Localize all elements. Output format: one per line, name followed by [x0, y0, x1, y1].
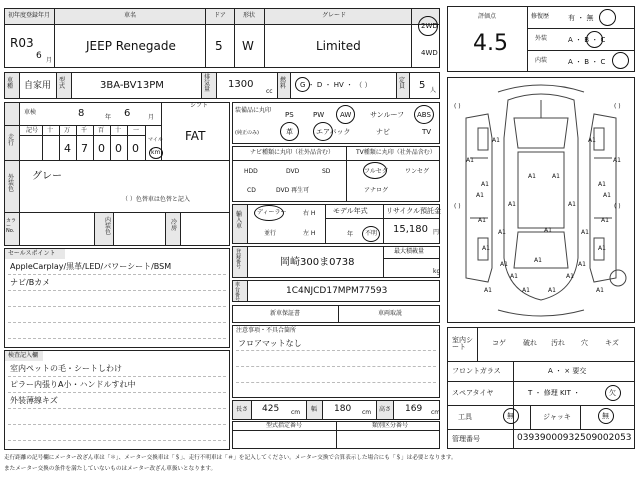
- capacity: 5: [419, 80, 426, 91]
- doors: 5: [215, 39, 223, 53]
- repair-value: 有 ・ 無: [568, 14, 594, 22]
- category: 自家用: [24, 81, 52, 91]
- damage-mark: A1: [481, 181, 489, 188]
- damage-mark: A1: [568, 201, 576, 208]
- footer-line-2: またメーター交換の条件を満たしていないものはメーター改ざん車扱いとなります。: [4, 466, 217, 472]
- damage-mark: A1: [578, 261, 586, 268]
- model-year-unknown: 不明: [365, 230, 378, 237]
- import-right-handle: 右 H: [303, 210, 316, 217]
- shift-label: シフト: [190, 102, 209, 109]
- inspection-year: 8: [78, 108, 85, 119]
- shift: FAT: [185, 129, 206, 143]
- damage-mark: A1: [466, 157, 474, 164]
- inspector-line-2: ピラー内張りA小・ハンドルすれ中: [10, 380, 136, 389]
- length-unit: cm: [291, 409, 301, 416]
- first-reg-year: R03: [10, 36, 34, 50]
- mileage-digit-6: 0: [132, 142, 139, 155]
- score: 4.5: [473, 31, 508, 56]
- first-reg-label: 初年度登録年月: [8, 12, 51, 19]
- navi-sd: SD: [322, 168, 331, 175]
- warranty-manual: 車両取説: [378, 310, 403, 317]
- equip-aw: AW: [340, 111, 352, 119]
- seat-item-2: 破れ: [523, 339, 537, 347]
- mileage-digit-4: 0: [98, 142, 105, 155]
- inspector-label: 検査記入欄: [8, 352, 39, 359]
- grade: Limited: [316, 39, 361, 53]
- damage-mark: A1: [484, 287, 492, 294]
- exterior-color: グレー: [32, 171, 62, 182]
- jack-label: ジャッキ: [543, 413, 571, 421]
- mileage-header-2: 万: [64, 127, 71, 134]
- exterior-grade: A ・ B ・ C: [568, 36, 606, 44]
- car-name-label: 車名: [124, 12, 137, 19]
- front-glass-value: A ・ × 要交: [548, 367, 587, 375]
- car-name: JEEP Renegade: [86, 39, 176, 53]
- side-mark-left-mid: ( ): [454, 203, 461, 210]
- mileage-unit-km: km: [151, 149, 161, 156]
- navi-cd: CD: [247, 187, 256, 194]
- mileage-digit-2: 4: [64, 142, 71, 155]
- mileage-header-4: 百: [98, 127, 105, 134]
- mileage-digit-5: 0: [115, 142, 122, 155]
- drive-bottom: 4WD: [421, 49, 438, 57]
- mileage-label: 走行: [8, 134, 15, 147]
- management-value: 03939000932509002053: [517, 433, 632, 443]
- height: 169: [405, 404, 423, 414]
- displacement: 1300: [228, 79, 254, 90]
- exterior-note: （ ）色替車は色替と記入: [122, 196, 190, 203]
- tv-fullseg: フルセグ: [364, 168, 388, 175]
- damage-mark: A1: [601, 217, 609, 224]
- equip-navi: ナビ: [376, 128, 390, 136]
- repair-label: 修復歴: [531, 13, 550, 20]
- navi-hdd: HDD: [244, 168, 258, 175]
- mileage-header-5: 十: [115, 127, 122, 134]
- selling-points-label: セールスポイント: [8, 250, 56, 257]
- interior-grade-label: 内装: [535, 57, 548, 64]
- damage-mark: A1: [492, 137, 500, 144]
- grade-label: グレード: [322, 12, 347, 19]
- selling-point-line-2: ナビ/Bカメ: [10, 278, 51, 287]
- model-label: 型式: [59, 77, 66, 90]
- tool-value: 無: [507, 412, 514, 420]
- exterior-label: 外装色: [8, 174, 15, 193]
- exterior-grade-label: 外装: [535, 35, 548, 42]
- recycle-label: リサイクル預託金: [386, 207, 442, 215]
- seat-label: 室内シート: [452, 336, 473, 351]
- fuel-options: G ・ D ・ HV ・ （ ）: [300, 81, 372, 89]
- cc: cc: [266, 88, 273, 95]
- car-outline-svg: [448, 78, 634, 322]
- equipment-label: 装備品に丸印: [235, 107, 272, 114]
- front-glass-label: フロントガラス: [452, 367, 501, 375]
- notes-label: 注意事項・不具合箇所: [236, 327, 297, 334]
- inspector-line-1: 室内ペットの毛・シートしわけ: [10, 364, 122, 373]
- capacity-label: 定員: [399, 77, 406, 90]
- equip-pw: PW: [313, 111, 325, 119]
- car-diagram: [447, 77, 635, 323]
- equipment-sub: (純正のみ): [235, 130, 259, 136]
- inspector-line-3: 外装薄線キズ: [10, 396, 58, 405]
- damage-mark: A1: [603, 192, 611, 199]
- model: 3BA-BV13PM: [100, 80, 164, 91]
- import-left-handle: 左 H: [303, 230, 316, 237]
- equip-abs: ABS: [417, 111, 431, 119]
- spare-label: スペアタイヤ: [452, 389, 494, 397]
- equip-airbag: エアバック: [316, 128, 351, 136]
- inspection-year-suffix: 年: [105, 114, 112, 121]
- length: 425: [262, 404, 280, 414]
- door-label: ドア: [214, 12, 226, 19]
- damage-mark: A1: [588, 137, 596, 144]
- first-reg-month-suffix: 月: [46, 57, 53, 64]
- navi-title: ナビ種類に丸印（社外品含む）: [250, 149, 335, 156]
- warranty-box: [232, 305, 440, 323]
- repair-none-circle: [599, 9, 616, 26]
- shape-label: 形状: [243, 12, 256, 19]
- load-unit: kg: [433, 268, 441, 275]
- damage-mark: A1: [613, 157, 621, 164]
- spare-missing: 欠: [609, 389, 616, 397]
- width-unit: cm: [362, 409, 372, 416]
- damage-mark: A1: [598, 181, 606, 188]
- equip-ps: PS: [285, 111, 294, 119]
- damage-mark: A1: [522, 287, 530, 294]
- tv-oneseg: ワンセグ: [405, 168, 430, 175]
- first-reg-month: 6: [36, 51, 42, 61]
- import-dealer: ディーラー: [257, 209, 287, 216]
- warranty-new-car: 新車保証書: [270, 310, 301, 317]
- damage-mark: A1: [500, 261, 508, 268]
- height-unit: cm: [431, 409, 441, 416]
- shape: W: [242, 39, 254, 53]
- footer-line-1: 走行距離の記号欄にメーター改ざん車は「＊」、メーター交換車は「＄」、走行不明車は「＃」を記入してください。メーター交換で合算表示した場合にも「＄」は必要となります。: [4, 455, 457, 461]
- management-label: 管理番号: [452, 435, 480, 443]
- mileage-digit-3: 7: [81, 142, 88, 155]
- import-label: 輸入車: [236, 211, 243, 230]
- displacement-label: 排気量: [204, 74, 211, 93]
- seat-item-4: 穴: [581, 339, 588, 347]
- score-label: 評価点: [478, 13, 497, 20]
- width-label: 幅: [311, 406, 318, 413]
- height-label: 高さ: [379, 406, 392, 413]
- damage-mark: A1: [544, 227, 552, 234]
- mileage-header-1: 十: [47, 127, 54, 134]
- mileage-header-0: 記号: [26, 127, 39, 134]
- inspection-label: 車検: [24, 109, 37, 116]
- damage-mark: A1: [548, 287, 556, 294]
- mileage-unit-mile: マイル: [148, 137, 163, 143]
- mileage-grid: [20, 126, 145, 160]
- equip-sunroof: サンルーフ: [370, 111, 405, 119]
- damage-mark: A1: [598, 245, 606, 252]
- width: 180: [334, 404, 352, 414]
- tv-title: TV種類に丸印（社外品含む）: [356, 149, 436, 156]
- tv-analog: アナログ: [364, 187, 389, 194]
- chassis-value: 1C4NJCD17MPM77593: [286, 286, 388, 296]
- notes-box: [232, 325, 440, 398]
- interior-color-label: 内装色: [105, 217, 112, 236]
- import-parallel: 並行: [264, 230, 277, 237]
- capacity-unit: 人: [430, 87, 437, 94]
- damage-mark: A1: [478, 217, 486, 224]
- equip-tv: TV: [422, 128, 432, 136]
- ac-label: 冷房: [171, 219, 178, 232]
- recycle-amount: 15,180: [393, 224, 428, 235]
- registration-value: 岡崎300ま0738: [280, 257, 355, 268]
- chassis-label: 車台番号: [235, 282, 241, 303]
- registration-label: 登録番号: [236, 249, 242, 270]
- damage-mark: A1: [508, 201, 516, 208]
- selling-point-line-1: AppleCarplay/黒革/LED/パワーシート/BSM: [10, 262, 172, 271]
- equip-leather: 革: [286, 128, 293, 136]
- class-label: 類別区分番号: [372, 422, 409, 429]
- damage-mark: A1: [534, 257, 542, 264]
- damage-mark: A1: [482, 245, 490, 252]
- drive-top: 2WD: [421, 22, 438, 30]
- load-label: 最大積載量: [394, 248, 425, 255]
- model-year-label: モデル年式: [333, 207, 368, 215]
- damage-mark: A1: [476, 192, 484, 199]
- seat-item-1: コゲ: [492, 339, 506, 347]
- model-year-suffix: 年: [347, 231, 354, 238]
- mileage-header-3: 千: [81, 127, 88, 134]
- spare-value: T ・ 修理 KIT ・: [528, 389, 581, 397]
- navi-dvd-play: DVD 再生可: [276, 187, 310, 194]
- damage-mark: A1: [552, 173, 560, 180]
- category-label: 車種: [7, 77, 14, 90]
- inspection-month: 6: [124, 108, 131, 119]
- damage-mark: A1: [498, 229, 506, 236]
- length-label: 長さ: [236, 406, 249, 413]
- navi-dvd: DVD: [286, 168, 300, 175]
- tool-label: 工具: [458, 413, 472, 421]
- damage-mark: A1: [581, 229, 589, 236]
- jack-value: 無: [602, 412, 609, 420]
- color-no-label: カラーNo.: [6, 218, 17, 234]
- notes-line-1: フロアマットなし: [238, 339, 302, 348]
- seat-item-3: 汚れ: [551, 339, 565, 347]
- interior-grade: A ・ B ・ C: [568, 58, 606, 66]
- mileage-header-6: 一: [133, 127, 140, 134]
- recycle-unit: 円: [433, 229, 440, 236]
- damage-mark: A1: [528, 173, 536, 180]
- side-mark-left-front: ( ): [454, 103, 461, 110]
- damage-mark: A1: [566, 273, 574, 280]
- type-label: 型式指定番号: [266, 422, 303, 429]
- side-mark-right-front: ( ): [614, 103, 621, 110]
- inspection-month-suffix: 月: [148, 114, 155, 121]
- seat-item-5: キズ: [605, 339, 619, 347]
- side-mark-right-mid: ( ): [614, 203, 621, 210]
- damage-mark: A1: [510, 273, 518, 280]
- interior-grade-circle: [612, 52, 629, 69]
- damage-mark: A1: [596, 287, 604, 294]
- fuel-label: 燃料: [280, 77, 287, 90]
